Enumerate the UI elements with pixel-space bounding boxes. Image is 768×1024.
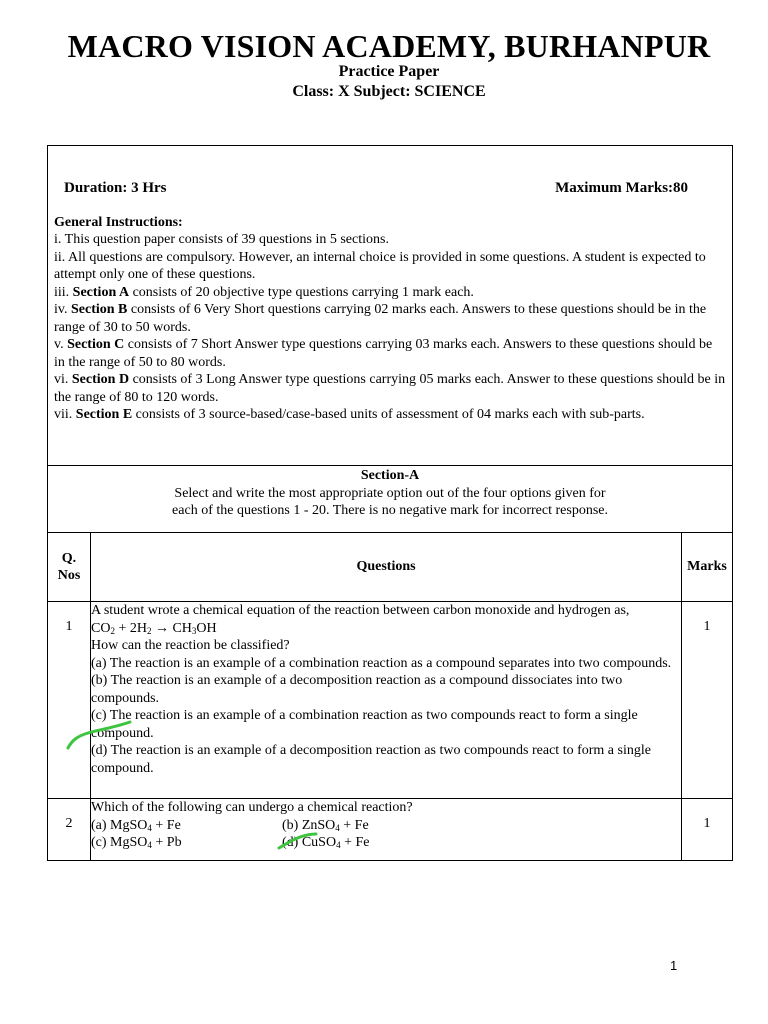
questions-header: Questions <box>91 533 682 602</box>
max-marks: Maximum Marks:80 <box>555 180 689 196</box>
school-name: MACRO VISION ACADEMY, BURHANPUR <box>67 28 711 64</box>
option-a: (a) MgSO$_4$ + Fe <box>91 817 181 833</box>
question-text <box>91 799 682 861</box>
option-d: (d) The reaction is an example of a decomposition reaction as two compounds react to form a single compound. <box>91 743 651 776</box>
instruction-item: vi. Section D consists of 3 Long Answer type questions carrying 05 marks each. Answer to these questions should be in the range of 80 to 120 words. <box>54 372 726 405</box>
instructions-title: General Instructions: <box>54 214 183 230</box>
question-prompt: How can the reaction be classified? <box>91 638 290 653</box>
instruction-item: v. Section C consists of 7 Short Answer type questions carrying 03 marks each. Answers to these questions should be in the range of 50 to 80 words. <box>54 337 713 370</box>
options-row <box>91 834 679 852</box>
question-intro: Which of the following can undergo a chemical reaction? <box>91 800 413 815</box>
section-a-title: Section-A <box>360 468 420 483</box>
section-a-header <box>48 466 733 533</box>
marks-header: Marks <box>682 533 733 602</box>
table-row <box>48 602 733 799</box>
section-a-line-2: each of the questions 1 - 20. There is no negative mark for incorrect response. <box>172 503 608 518</box>
option-b: (b) The reaction is an example of a decomposition reaction as a compound dissociates into two compounds. <box>91 673 623 706</box>
option-b: (b) ZnSO$_4$ + Fe <box>282 817 369 833</box>
instruction-item: ii. All questions are compulsory. However, an internal choice is provided in some questions. A student is expected to attempt only one of these questions. <box>54 249 706 282</box>
section-a-line-1: Select and write the most appropriate option out of the four options given for <box>174 485 606 501</box>
option-c: (c) The reaction is an example of a combination reaction as two compounds react to form a single compound. <box>91 708 638 741</box>
options-row <box>91 817 679 835</box>
question-marks: 1 <box>682 799 733 861</box>
chemical-equation: $CO_2 + 2H_2 \to CH_3OH$ <box>91 620 217 636</box>
option-a: (a) The reaction is an example of a combination reaction as a compound separates into two compounds. <box>91 655 672 671</box>
paper-type: Practice Paper <box>338 63 440 80</box>
instruction-item: iv. Section B consists of 6 Very Short questions carrying 02 marks each. Answers to these questions should be in the range of 30 to 50 words. <box>54 302 707 335</box>
instruction-item: iii. Section A consists of 20 objective type questions carrying 1 mark each. <box>54 284 474 300</box>
option-d: (d) CuSO$_4$ + Fe <box>282 835 370 850</box>
instruction-list <box>54 231 726 424</box>
question-intro: A student wrote a chemical equation of the reaction between carbon monoxide and hydrogen as, <box>91 603 630 618</box>
question-text <box>91 602 682 799</box>
option-c: (c) MgSO$_4$ + Pb <box>91 835 182 850</box>
question-marks: 1 <box>682 602 733 799</box>
duration-row <box>64 180 688 198</box>
qnos-header: Q. Nos <box>48 533 91 602</box>
instruction-item: i. This question paper consists of 39 questions in 5 sections. <box>54 232 389 247</box>
class-subject: Class: X Subject: SCIENCE <box>292 83 486 100</box>
question-number: 2 <box>48 799 91 861</box>
question-number: 1 <box>48 602 91 799</box>
question-paper-table <box>47 145 733 861</box>
instruction-item: vii. Section E consists of 3 source-based/case-based units of assessment of 04 marks each with sub-parts. <box>54 407 645 422</box>
instructions-box <box>48 146 733 466</box>
duration: Duration: 3 Hrs <box>64 180 167 196</box>
page-number: 1 <box>670 958 678 973</box>
table-row <box>48 799 733 861</box>
header <box>0 28 768 102</box>
